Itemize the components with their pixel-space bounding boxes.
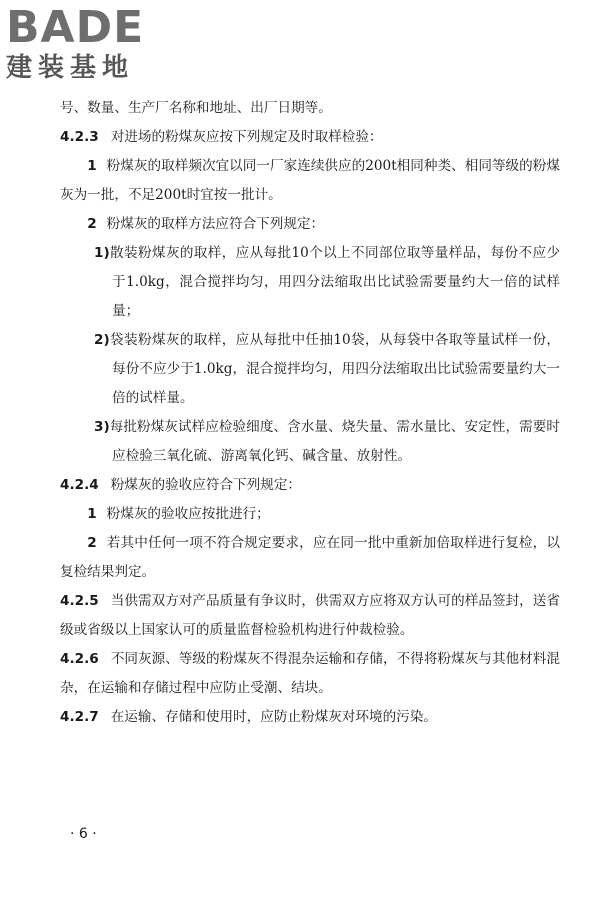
list-item-text: 每批粉煤灰试样应检验细度、含水量、烧失量、需水量比、安定性，需要时应检验三氧化硫、游离氧化钙、碱含量、放射性。: [109, 419, 560, 464]
sub-clause-1: [60, 500, 560, 529]
clause-number: 4.2.4: [60, 477, 99, 493]
clause-4-2-3: [60, 123, 560, 152]
sub-clause-text: 粉煤灰的取样频次宜以同一厂家连续供应的200t相同种类、相同等级的粉煤灰为一批，不足200t时宜按一批计。: [60, 158, 560, 203]
clause-number: 4.2.7: [60, 709, 99, 725]
list-item-number: 2): [94, 332, 110, 348]
document-body: [60, 94, 560, 732]
clause-text: 当供需双方对产品质量有争议时，供需双方应将双方认可的样品签封，送省级或省级以上国家认可的质量监督检验机构进行仲裁检验。: [60, 593, 560, 638]
clause-text: 不同灰源、等级的粉煤灰不得混杂运输和存储，不得将粉煤灰与其他材料混杂，在运输和存储过程中应防止受潮、结块。: [60, 651, 560, 696]
sub-clause-text: 粉煤灰的取样方法应符合下列规定：: [106, 216, 325, 232]
sub-clause-number: 1: [87, 506, 97, 522]
clause-text: 在运输、存储和使用时，应防止粉煤灰对环境的污染。: [110, 709, 437, 725]
logo-chinese-name: 建装基地: [6, 53, 135, 83]
clause-4-2-5: [60, 587, 560, 645]
sub-clause-text: 粉煤灰的验收应按批进行；: [106, 506, 270, 522]
clause-4-2-6: [60, 645, 560, 703]
continued-text: 号、数量、生产厂名称和地址、出厂日期等。: [60, 100, 332, 116]
logo-wordmark: BADE: [6, 2, 145, 53]
clause-text: 粉煤灰的验收应符合下列规定：: [110, 477, 302, 493]
clause-number: 4.2.6: [60, 651, 99, 667]
clause-4-2-7: [60, 703, 560, 732]
sub-clause-number: 2: [87, 216, 97, 232]
list-item-text: 散装粉煤灰的取样，应从每批10个以上不同部位取等量样品，每份不应少于1.0kg，混合搅拌均匀，用四分法缩取出比试验需要量约大一倍的试样量；: [109, 245, 560, 319]
clause-number: 4.2.3: [60, 129, 99, 145]
sub-clause-number: 2: [87, 535, 97, 551]
list-item-number: 1): [94, 245, 110, 261]
clause-number: 4.2.5: [60, 593, 99, 609]
clause-4-2-4: [60, 471, 560, 500]
page-number: · 6 ·: [70, 826, 97, 842]
sub-clause-2: [60, 210, 560, 239]
list-item-2: [60, 326, 560, 413]
sub-clause-2: [60, 529, 560, 587]
clause-text: 对进场的粉煤灰应按下列规定及时取样检验：: [110, 129, 383, 145]
list-item-3: [60, 413, 560, 471]
list-item-1: [60, 239, 560, 326]
sub-clause-number: 1: [87, 158, 97, 174]
list-item-number: 3): [94, 419, 110, 435]
logo: [6, 4, 181, 84]
sub-clause-1: [60, 152, 560, 210]
sub-clause-text: 若其中任何一项不符合规定要求，应在同一批中重新加倍取样进行复检，以复检结果判定。: [60, 535, 560, 580]
list-item-text: 袋装粉煤灰的取样，应从每批中任抽10袋，从每袋中各取等量试样一份，每份不应少于1.0kg，混合搅拌均匀，用四分法缩取出比试验需要量约大一倍的试样量。: [109, 332, 560, 406]
